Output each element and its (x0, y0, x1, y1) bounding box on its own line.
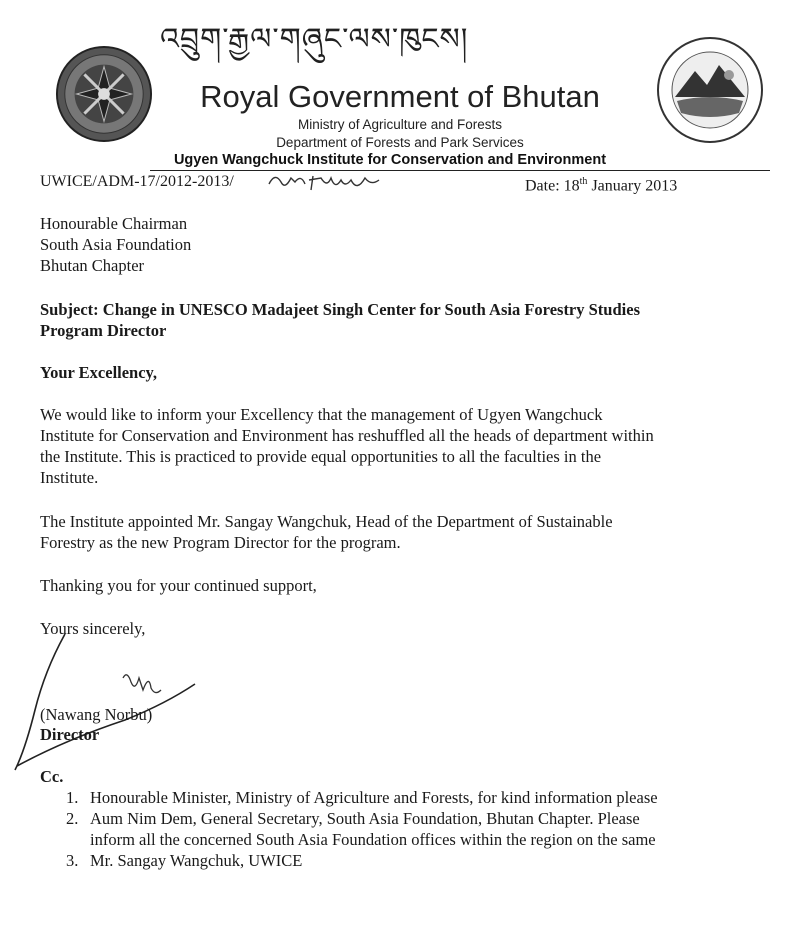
signatory-name: (Nawang Norbu) (40, 705, 153, 724)
body-paragraph-1 (40, 404, 740, 488)
subject-text: Subject: Change in UNESCO Madajeet Singh Center for South Asia Forestry Studies (40, 300, 640, 319)
cc-list-item (60, 808, 760, 850)
subject-text: Program Director (40, 321, 167, 340)
body-paragraph-2 (40, 511, 740, 553)
addressee-line: South Asia Foundation (40, 235, 192, 254)
government-title: Royal Government of Bhutan (200, 79, 600, 114)
salutation: Your Excellency, (40, 363, 158, 382)
paragraph-line: We would like to inform your Excellency that the management of Ugyen Wangchuck (40, 405, 603, 424)
subject-line (40, 299, 740, 341)
reference-number: UWICE/ADM-17/2012-2013/ (40, 173, 234, 190)
closing-line: Yours sincerely, (40, 619, 146, 638)
cc-label: Cc. (40, 767, 64, 786)
thanks-line: Thanking you for your continued support, (40, 576, 317, 595)
cc-item-number: 1. (66, 788, 79, 807)
dzongkha-letterhead-title: འབྲུག་རྒྱལ་གཞུང་ལས་ཁུངས། (160, 22, 469, 57)
institute-name: Ugyen Wangchuck Institute for Conservation and Environment (173, 152, 607, 168)
department-name: Department of Forests and Park Services (276, 135, 524, 150)
institute-seal-logo (655, 35, 765, 145)
ministry-name: Ministry of Agriculture and Forests (297, 117, 503, 132)
royal-emblem-logo (55, 45, 153, 143)
cc-item-text: inform all the concerned South Asia Foundation offices within the region on the same (90, 830, 656, 849)
cc-list (60, 787, 760, 871)
paragraph-line: the Institute. This is practiced to provide equal opportunities to all the faculties in the (40, 447, 602, 466)
paragraph-line: Institute. (40, 468, 99, 487)
date-label: Date: 18 (525, 177, 580, 195)
cc-list-item (60, 850, 760, 871)
signatory-title: Director (40, 725, 100, 744)
paragraph-line: Forestry as the new Program Director for the program. (40, 533, 401, 552)
cc-item-text: Mr. Sangay Wangchuk, UWICE (90, 851, 303, 870)
addressee-line: Bhutan Chapter (40, 256, 145, 275)
cc-item-text: Aum Nim Dem, General Secretary, South Asia Foundation, Bhutan Chapter. Please (90, 809, 640, 828)
cc-item-text: Honourable Minister, Ministry of Agriculture and Forests, for kind information please (90, 788, 658, 807)
cc-item-number: 3. (66, 851, 79, 870)
addressee-line: Honourable Chairman (40, 214, 188, 233)
paragraph-line: Institute for Conservation and Environment has reshuffled all the heads of department within (40, 426, 654, 445)
addressee-block (40, 213, 740, 276)
paragraph-line: The Institute appointed Mr. Sangay Wangchuk, Head of the Department of Sustainable (40, 512, 613, 531)
date-suffix: th (579, 176, 588, 187)
letter-date (525, 170, 677, 198)
handwritten-annotation (265, 168, 385, 196)
cc-list-item (60, 787, 760, 808)
date-rest: January 2013 (587, 177, 678, 195)
cc-item-number: 2. (66, 809, 79, 828)
